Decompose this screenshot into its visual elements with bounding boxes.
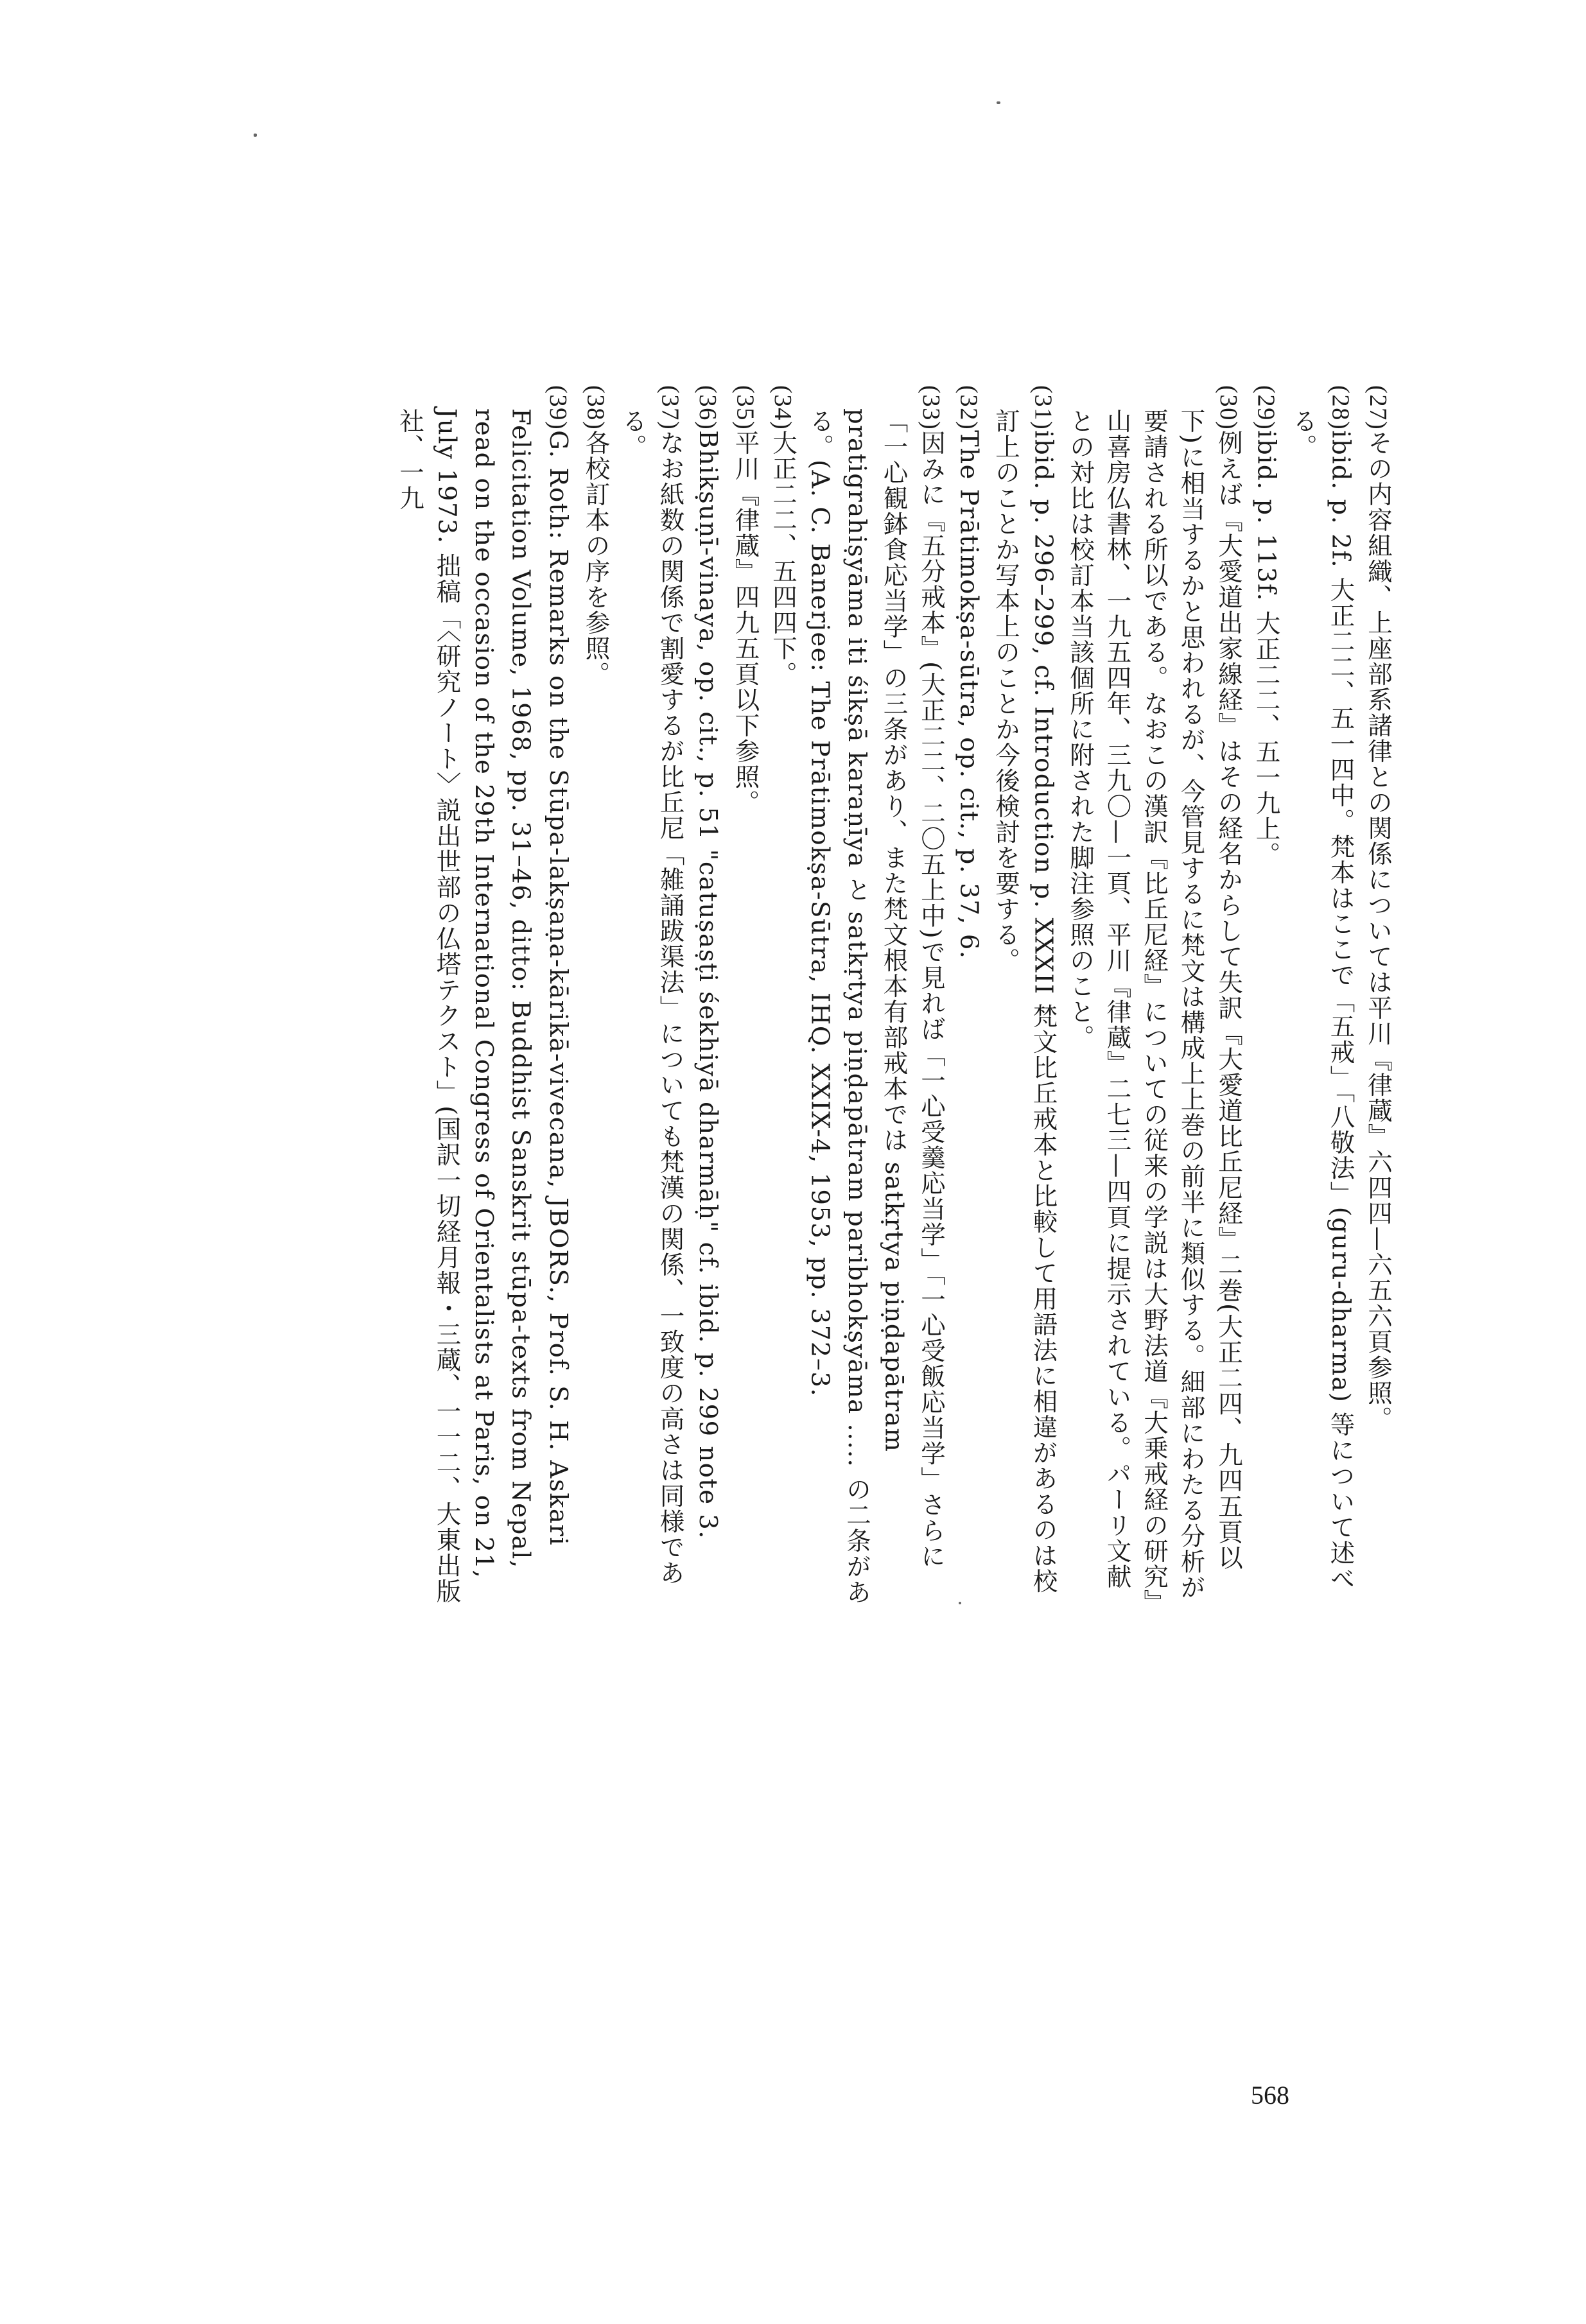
footnote-text: 各校訂本の序を参照。 [581, 430, 611, 688]
footnote-number: (31) [1029, 385, 1057, 431]
footnote-27 [1359, 385, 1397, 1605]
footnote-36 [689, 385, 727, 1605]
footnote-37 [614, 385, 689, 1605]
footnote-30 [1062, 385, 1248, 1605]
footnote-31 [988, 385, 1062, 1605]
page-number: 568 [1251, 2081, 1289, 2110]
footnote-number: (37) [656, 385, 684, 431]
footnote-text: Bhikṣuṇī-vinaya, op. cit., p. 51 "catuṣaṣṭi śekhiyā dharmāḥ" cf. ibid. p. 299 note 3. [693, 430, 722, 1540]
footnote-text: その内容組織、上座部系諸律との関係については平川『律蔵』六四四—六五六頁参照。 [1364, 430, 1393, 1432]
footnote-number: (39) [545, 385, 571, 431]
footnote-number: (38) [582, 385, 609, 431]
footnote-28 [1285, 385, 1359, 1605]
footnotes-block [396, 385, 1397, 1605]
footnote-text: The Prātimokṣa-sūtra, op. cit., p. 37, 6. [954, 430, 984, 960]
footnote-32 [950, 385, 988, 1605]
footnote-number: (34) [769, 385, 796, 431]
footnote-number: (27) [1364, 385, 1391, 431]
footnote-text: ibid. p. 2f. 大正二二、五一四中。梵本はここで「五戒」「八敬法」(guru-dharma) 等について述べる。 [1289, 408, 1355, 1591]
footnote-35 [726, 385, 764, 1605]
footnote-34 [764, 385, 802, 1605]
footnote-text: 大正二二、五四四下。 [769, 430, 797, 688]
footnote-text: 因みに『五分戒本』(大正二二、二〇五上中)で見れば「一心受羹応当学」「一心受飯応当学」さらに「一心観鉢食応当学」の三条があり、また梵文根本有部戒本では satkṛtya piṇḍapātram pratigrahiṣyāma iti śikṣā karaṇīya と satkṛtya piṇḍapātram paribhokṣyāma ..... の二条がある。(A. C. Banerjee: The Prātimokṣa-Sūtra, IHQ. XXIX-4, 1953, pp. 372–3. [805, 408, 946, 1605]
scan-speck [254, 134, 257, 137]
footnote-33 [801, 385, 950, 1605]
footnote-38 [577, 385, 614, 1605]
footnote-29 [1247, 385, 1285, 1605]
footnote-text: 例えば『大愛道出家線経』はその経名からして失訳『大愛道比丘尼経』二巻(大正二四、九四五頁以下)に相当するかと思われるが、今管見するに梵文は構成上上巻の前半に類似する。細部にわたる分析が要請される所以である。なおこの漢訳『比丘尼経』についての従来の学説は大野法道『大乗戒経の研究』山喜房仏書林、一九五四年、三九〇—一頁、平川『律蔵』二七三—四頁に提示されている。パーリ文献との対比は校訂本当該個所に附された脚注参照のこと。 [1066, 408, 1243, 1603]
footnote-number: (32) [955, 385, 982, 431]
footnote-number: (35) [731, 385, 759, 431]
footnote-text: G. Roth: Remarks on the Stūpa-lakṣaṇa-kārikā-vivecana, JBORS., Prof. S. H. Askari Felicitation Volume, 1968, pp. 31–46, ditto: Buddhist Sanskrit stūpa-texts from Nepal, read on the occasion of the 29th International Congress of Orientalists at Paris, on 21, July 1973. 拙稿「〈研究ノート〉説出世部の仏塔テクスト」(国訳一切経月報・三蔵、一一二、大東出版社、一九 [396, 408, 573, 1604]
footnote-number: (30) [1215, 385, 1242, 431]
footnote-39 [392, 385, 577, 1605]
scan-speck [997, 101, 1000, 104]
footnote-number: (28) [1327, 385, 1354, 431]
footnote-text: なお紙数の関係で割愛するが比丘尼「雑誦跋渠法」についても梵漢の関係、一致度の高さは同様である。 [618, 408, 685, 1586]
footnote-text: ibid. p. 296–299, cf. Introduction p. XXXII 梵文比丘戒本と比較して用語法に相違があるのは校訂上のことか写本上のことか今後検討を要する。 [991, 408, 1058, 1595]
footnote-text: ibid. p. 113f. 大正二二、五一九上。 [1251, 430, 1281, 868]
footnote-number: (29) [1252, 385, 1280, 431]
footnote-number: (36) [694, 385, 721, 431]
footnote-text: 平川『律蔵』四九五頁以下参照。 [731, 430, 760, 816]
footnote-number: (33) [918, 385, 945, 431]
